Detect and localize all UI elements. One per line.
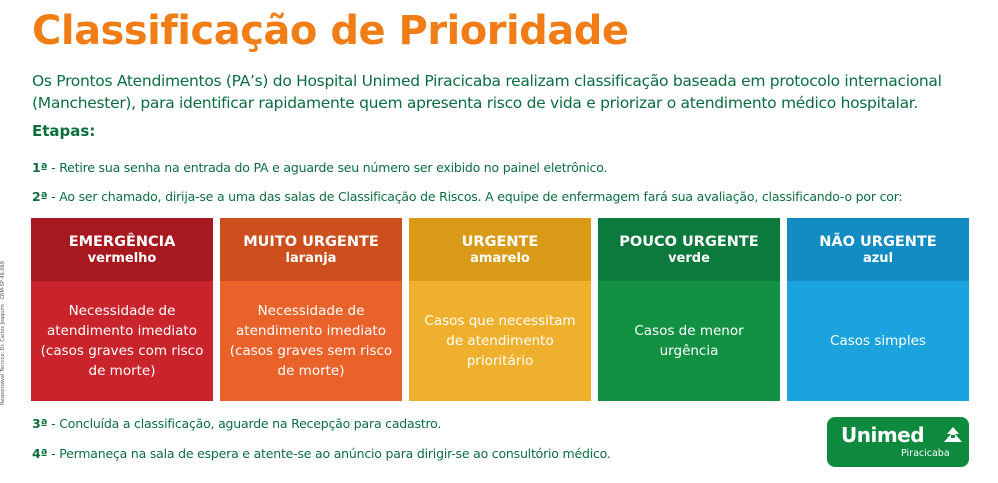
card-color-name: vermelho — [87, 250, 157, 266]
card-header — [220, 218, 402, 281]
card-level: NÃO URGENTE — [819, 233, 937, 250]
card-description: Casos de menor urgência — [598, 281, 780, 401]
steps-heading: Etapas: — [32, 122, 96, 140]
card-level: URGENTE — [461, 233, 539, 250]
card-urgente — [409, 218, 591, 401]
card-muito-urgente — [220, 218, 402, 401]
step-text: - Permaneça na sala de espera e atente-se ao anúncio para dirigir-se ao consultório médico. — [47, 446, 611, 461]
step-text: - Ao ser chamado, dirija-se a uma das salas de Classificação de Riscos. A equipe de enfermagem fará sua avaliação, classificando-o por cor: — [47, 189, 903, 204]
intro-line-2: (Manchester), para identificar rapidamente quem apresenta risco de vida e priorizar o atendimento médico hospitalar. — [32, 94, 919, 112]
step-1 — [32, 160, 607, 175]
step-text: - Retire sua senha na entrada do PA e aguarde seu número ser exibido no painel eletrônico. — [47, 160, 608, 175]
card-color-name: verde — [668, 250, 710, 266]
logo-name: Unimed — [841, 423, 925, 447]
unimed-logo — [827, 417, 969, 467]
step-4 — [32, 446, 611, 461]
card-emergencia — [31, 218, 213, 401]
card-header — [31, 218, 213, 281]
page-title: Classificação de Prioridade — [32, 8, 629, 54]
step-number: 3ª — [32, 416, 48, 431]
card-color-name: amarelo — [470, 250, 530, 266]
card-header — [409, 218, 591, 281]
card-level: POUCO URGENTE — [619, 233, 759, 250]
card-header — [787, 218, 969, 281]
card-description: Necessidade de atendimento imediato (casos graves com risco de morte) — [31, 281, 213, 401]
card-level: MUITO URGENTE — [243, 233, 379, 250]
step-number: 2ª — [32, 189, 48, 204]
card-color-name: azul — [862, 250, 894, 266]
step-text: - Concluída a classificação, aguarde na Recepção para cadastro. — [47, 416, 442, 431]
card-pouco-urgente — [598, 218, 780, 401]
card-description: Casos que necessitam de atendimento prioritário — [409, 281, 591, 401]
card-level: EMERGÊNCIA — [68, 233, 176, 250]
card-description: Casos simples — [787, 281, 969, 401]
step-3 — [32, 416, 441, 431]
intro-paragraph — [32, 70, 982, 114]
step-number: 4ª — [32, 446, 48, 461]
card-description: Necessidade de atendimento imediato (casos graves sem risco de morte) — [220, 281, 402, 401]
logo-city: Piracicaba — [901, 448, 950, 459]
card-nao-urgente — [787, 218, 969, 401]
step-2 — [32, 189, 902, 204]
priority-cards — [31, 218, 970, 401]
intro-line-1: Os Prontos Atendimentos (PA’s) do Hospital Unimed Piracicaba realizam classificação baseada em protocolo internacional — [32, 72, 942, 90]
unimed-tree-icon — [942, 426, 964, 444]
card-header — [598, 218, 780, 281]
responsible-note: Responsável Técnico: Dr. Carlos Joaquim · CRM-SP 46.069 — [0, 261, 6, 405]
step-number: 1ª — [32, 160, 48, 175]
card-color-name: laranja — [285, 250, 337, 266]
